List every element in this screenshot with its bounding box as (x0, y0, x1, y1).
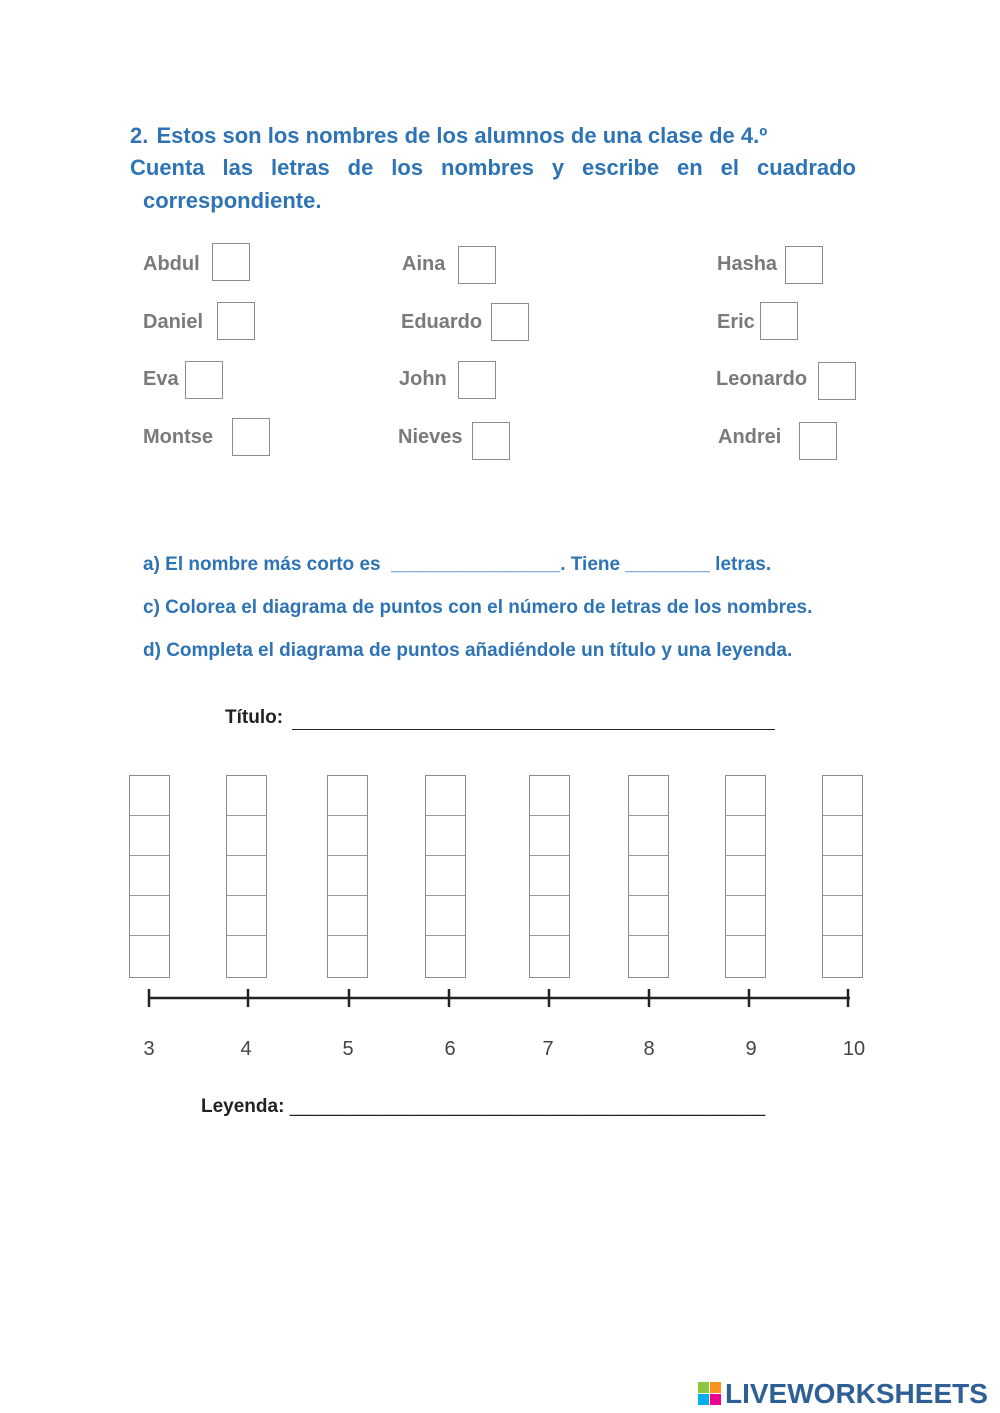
dot-cell[interactable] (426, 776, 465, 816)
answer-box-daniel[interactable] (217, 302, 255, 340)
dot-cell[interactable] (227, 776, 266, 816)
exercise-line1: Estos son los nombres de los alumnos de una clase de 4.º (156, 123, 768, 148)
dot-column (226, 775, 267, 978)
dot-cell[interactable] (726, 936, 765, 976)
dot-cell[interactable] (629, 816, 668, 856)
tick-label: 10 (842, 1038, 866, 1060)
tick-label: 9 (745, 1038, 757, 1060)
dot-cell[interactable] (823, 776, 862, 816)
answer-box-nieves[interactable] (472, 422, 510, 460)
question-c: c) Colorea el diagrama de puntos con el número de letras de los nombres. (143, 597, 813, 618)
exercise-line2: Cuenta las letras de los nombres y escribe en el cuadrado (130, 155, 856, 180)
answer-box-john[interactable] (458, 361, 496, 399)
diagram-title-input[interactable] (292, 729, 775, 730)
name-label: Aina (402, 253, 446, 275)
answer-box-montse[interactable] (232, 418, 270, 456)
name-label: Eric (717, 311, 755, 333)
name-label: Montse (143, 426, 213, 448)
tick-label: 8 (643, 1038, 655, 1060)
liveworksheets-logo (697, 1378, 988, 1410)
dot-cell[interactable] (629, 856, 668, 896)
answer-box-eva[interactable] (185, 361, 223, 399)
name-label: Eva (143, 368, 179, 390)
dot-cell[interactable] (726, 856, 765, 896)
dot-column (327, 775, 368, 978)
dot-cell[interactable] (530, 816, 569, 856)
answer-box-andrei[interactable] (799, 422, 837, 460)
dot-cell[interactable] (530, 776, 569, 816)
dot-cell[interactable] (823, 936, 862, 976)
name-label: Nieves (398, 426, 463, 448)
dot-cell[interactable] (823, 816, 862, 856)
dot-cell[interactable] (629, 896, 668, 936)
tick-label: 3 (143, 1038, 155, 1060)
dot-column (529, 775, 570, 978)
name-label: John (399, 368, 447, 390)
tick-label: 7 (542, 1038, 554, 1060)
question-a-text1: a) El nombre más corto es (143, 554, 381, 575)
dot-cell[interactable] (629, 936, 668, 976)
diagram-legend (201, 1096, 765, 1118)
question-a-text2: . Tiene (560, 554, 621, 575)
logo-icon (697, 1381, 723, 1407)
dot-cell[interactable] (726, 776, 765, 816)
dot-cell[interactable] (328, 936, 367, 976)
dot-cell[interactable] (426, 856, 465, 896)
name-label: Andrei (718, 426, 782, 448)
question-a-text3: letras. (715, 554, 772, 575)
dot-cell[interactable] (629, 776, 668, 816)
name-label: Hasha (717, 253, 778, 275)
dot-cell[interactable] (426, 816, 465, 856)
exercise-line3: correspondiente. (143, 188, 322, 213)
answer-box-eric[interactable] (760, 302, 798, 340)
dot-cell[interactable] (530, 856, 569, 896)
dot-cell[interactable] (823, 856, 862, 896)
letter-count-blank[interactable]: ________ (625, 554, 710, 575)
dot-column (822, 775, 863, 978)
dot-cell[interactable] (530, 936, 569, 976)
answer-box-leonardo[interactable] (818, 362, 856, 400)
diagram-legend-input[interactable]: _____________________________________________ (289, 1096, 766, 1117)
dot-cell[interactable] (130, 936, 169, 976)
dot-cell[interactable] (726, 896, 765, 936)
name-label: Leonardo (716, 368, 808, 390)
name-label: Eduardo (401, 311, 483, 333)
answer-box-eduardo[interactable] (491, 303, 529, 341)
name-label: Abdul (143, 253, 200, 275)
exercise-number: 2. (130, 123, 149, 148)
dot-cell[interactable] (130, 896, 169, 936)
answer-box-abdul[interactable] (212, 243, 250, 281)
answer-box-hasha[interactable] (785, 246, 823, 284)
answer-box-aina[interactable] (458, 246, 496, 284)
dot-cell[interactable] (426, 936, 465, 976)
dot-cell[interactable] (130, 856, 169, 896)
dot-cell[interactable] (426, 896, 465, 936)
dot-cell[interactable] (726, 816, 765, 856)
tick-label: 4 (240, 1038, 252, 1060)
dot-column (628, 775, 669, 978)
diagram-title-label: Título: (225, 707, 284, 728)
dot-cell[interactable] (227, 856, 266, 896)
diagram-legend-label: Leyenda: (201, 1096, 285, 1117)
dot-cell[interactable] (130, 816, 169, 856)
dot-column (725, 775, 766, 978)
tick-label: 5 (342, 1038, 354, 1060)
dot-column (425, 775, 466, 978)
shortest-name-blank[interactable]: ________________ (391, 554, 561, 575)
number-line (140, 985, 860, 1015)
logo-text: LIVEWORKSHEETS (725, 1378, 988, 1409)
dot-column (129, 775, 170, 978)
dot-cell[interactable] (328, 816, 367, 856)
question-d: d) Completa el diagrama de puntos añadiéndole un título y una leyenda. (143, 640, 793, 661)
name-label: Daniel (143, 311, 204, 333)
dot-cell[interactable] (227, 896, 266, 936)
dot-cell[interactable] (328, 856, 367, 896)
dot-cell[interactable] (227, 936, 266, 976)
dot-cell[interactable] (328, 896, 367, 936)
exercise-heading-line1 (130, 120, 767, 152)
dot-cell[interactable] (227, 816, 266, 856)
dot-cell[interactable] (823, 896, 862, 936)
tick-label: 6 (444, 1038, 456, 1060)
dot-cell[interactable] (130, 776, 169, 816)
question-a (143, 554, 771, 576)
dot-cell[interactable] (328, 776, 367, 816)
dot-cell[interactable] (530, 896, 569, 936)
